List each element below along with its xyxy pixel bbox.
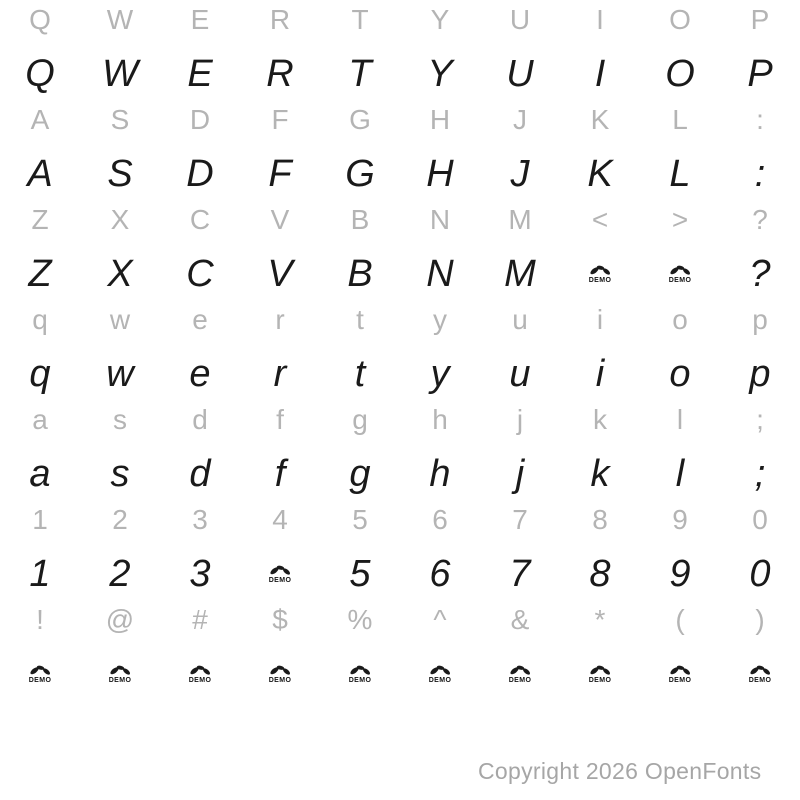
reference-char: 9	[672, 504, 688, 535]
charmap-cell	[80, 0, 160, 100]
demo-font-char: 3	[189, 553, 211, 595]
demo-font-char: G	[345, 153, 375, 195]
demo-label: DEMO	[108, 677, 132, 684]
reference-char: ?	[752, 204, 768, 235]
demo-label: DEMO	[508, 677, 532, 684]
demo-font-char: I	[594, 53, 606, 95]
charmap-cell	[720, 400, 800, 500]
reference-char: W	[106, 4, 134, 35]
charmap-cell	[160, 300, 240, 400]
demo-font-char: T	[348, 53, 372, 95]
charmap-cell	[560, 0, 640, 100]
charmap-cell	[560, 400, 640, 500]
demo-placeholder-glyph	[269, 564, 292, 584]
demo-font-char: f	[274, 453, 286, 495]
demo-font-char	[429, 640, 452, 700]
charmap-cell	[480, 600, 560, 700]
demo-font-char	[189, 640, 212, 700]
reference-char: d	[192, 404, 208, 435]
charmap-cell	[480, 400, 560, 500]
reference-char: i	[596, 304, 604, 335]
reference-char: N	[429, 204, 451, 235]
reference-char: ;	[756, 404, 764, 435]
charmap-cell	[720, 300, 800, 400]
charmap-cell	[720, 200, 800, 300]
charmap-cell	[480, 0, 560, 100]
demo-font-char: 5	[349, 553, 371, 595]
charmap-cell	[80, 100, 160, 200]
demo-font-char: O	[665, 53, 695, 95]
reference-char: H	[429, 104, 451, 135]
reference-char: Y	[430, 4, 450, 35]
charmap-cell	[160, 500, 240, 600]
demo-label: DEMO	[668, 277, 692, 284]
charmap-cell	[320, 400, 400, 500]
demo-label: DEMO	[748, 677, 772, 684]
reference-char: $	[272, 604, 288, 635]
charmap-cell	[0, 300, 80, 400]
demo-font-char	[109, 640, 132, 700]
reference-char: e	[192, 304, 208, 335]
demo-font-char: p	[749, 353, 771, 395]
reference-char: O	[669, 4, 691, 35]
reference-char: L	[672, 104, 688, 135]
charmap-cell	[160, 0, 240, 100]
charmap-cell	[640, 500, 720, 600]
reference-char: :	[756, 104, 764, 135]
demo-placeholder-glyph	[349, 664, 372, 684]
demo-label: DEMO	[348, 677, 372, 684]
demo-font-char: r	[273, 353, 287, 395]
charmap-cell	[80, 300, 160, 400]
reference-char: p	[752, 304, 768, 335]
demo-font-char: 2	[109, 553, 131, 595]
reference-char: R	[269, 4, 291, 35]
charmap-cell	[240, 500, 320, 600]
demo-placeholder-glyph	[589, 264, 612, 284]
reference-char: G	[349, 104, 371, 135]
demo-font-char	[589, 240, 612, 300]
reference-char: q	[32, 304, 48, 335]
demo-font-char: 9	[669, 553, 691, 595]
charmap-cell	[400, 500, 480, 600]
demo-font-char: L	[669, 153, 691, 195]
charmap-cell	[160, 400, 240, 500]
charmap-cell	[240, 300, 320, 400]
reference-char: 1	[32, 504, 48, 535]
demo-font-char: q	[29, 353, 51, 395]
demo-font-char: 0	[749, 553, 771, 595]
demo-font-char	[29, 640, 52, 700]
charmap-cell	[640, 200, 720, 300]
charmap-cell	[720, 500, 800, 600]
demo-font-char: s	[110, 453, 130, 495]
reference-char: V	[270, 204, 290, 235]
demo-font-char: ;	[754, 453, 766, 495]
charmap-cell	[240, 600, 320, 700]
reference-char: D	[189, 104, 211, 135]
demo-font-char: F	[268, 153, 292, 195]
demo-label: DEMO	[588, 677, 612, 684]
reference-char: g	[352, 404, 368, 435]
reference-char: T	[351, 4, 369, 35]
charmap-cell	[640, 100, 720, 200]
demo-font-char: e	[189, 353, 211, 395]
demo-placeholder-glyph	[429, 664, 452, 684]
reference-char: B	[350, 204, 370, 235]
demo-font-char: A	[27, 153, 53, 195]
demo-label: DEMO	[668, 677, 692, 684]
reference-char: Q	[29, 4, 51, 35]
charmap-cell	[80, 500, 160, 600]
reference-char: <	[591, 204, 609, 235]
demo-font-char: C	[186, 253, 214, 295]
reference-char: A	[30, 104, 50, 135]
charmap-cell	[80, 200, 160, 300]
demo-placeholder-glyph	[189, 664, 212, 684]
reference-char: C	[189, 204, 211, 235]
reference-char: 0	[752, 504, 768, 535]
reference-char: 5	[352, 504, 368, 535]
demo-font-char: N	[426, 253, 454, 295]
charmap-cell	[80, 400, 160, 500]
demo-label: DEMO	[268, 677, 292, 684]
demo-fleuron-icon	[29, 664, 52, 676]
demo-font-char: 7	[509, 553, 531, 595]
demo-label: DEMO	[268, 577, 292, 584]
charmap-cell	[640, 400, 720, 500]
demo-font-char: 8	[589, 553, 611, 595]
copyright-text: Copyright 2026 OpenFonts	[478, 758, 762, 784]
demo-font-char: y	[430, 353, 450, 395]
charmap-cell	[320, 100, 400, 200]
demo-fleuron-icon	[269, 564, 292, 576]
charmap-cell	[0, 600, 80, 700]
charmap-cell	[400, 100, 480, 200]
demo-label: DEMO	[188, 677, 212, 684]
demo-label: DEMO	[588, 277, 612, 284]
demo-font-char: i	[595, 353, 605, 395]
reference-char: a	[32, 404, 48, 435]
demo-font-char	[509, 640, 532, 700]
charmap-cell	[640, 300, 720, 400]
demo-font-char: S	[107, 153, 133, 195]
charmap-cell	[560, 100, 640, 200]
reference-char: )	[755, 604, 765, 635]
charmap-cell	[480, 500, 560, 600]
reference-char: K	[590, 104, 610, 135]
charmap-cell	[320, 300, 400, 400]
demo-font-char: X	[107, 253, 133, 295]
charmap-cell	[160, 100, 240, 200]
demo-font-char: h	[429, 453, 451, 495]
demo-font-char	[669, 640, 692, 700]
demo-font-char: :	[754, 153, 766, 195]
charmap-cell	[80, 600, 160, 700]
reference-char: (	[675, 604, 685, 635]
demo-font-char: K	[587, 153, 613, 195]
demo-font-char: g	[349, 453, 371, 495]
reference-char: X	[110, 204, 130, 235]
charmap-cell	[400, 300, 480, 400]
demo-fleuron-icon	[669, 664, 692, 676]
charmap-cell	[720, 600, 800, 700]
reference-char: %	[347, 604, 373, 635]
demo-fleuron-icon	[189, 664, 212, 676]
demo-label: DEMO	[428, 677, 452, 684]
charmap-cell	[400, 0, 480, 100]
demo-font-char: W	[102, 53, 138, 95]
demo-placeholder-glyph	[669, 264, 692, 284]
charmap-cell	[560, 600, 640, 700]
charmap-cell	[560, 300, 640, 400]
demo-placeholder-glyph	[509, 664, 532, 684]
demo-font-char: j	[515, 453, 525, 495]
reference-char: 3	[192, 504, 208, 535]
reference-char: o	[672, 304, 688, 335]
demo-font-char: M	[504, 253, 536, 295]
demo-fleuron-icon	[109, 664, 132, 676]
charmap-cell	[160, 200, 240, 300]
reference-char: >	[671, 204, 689, 235]
reference-char: F	[271, 104, 289, 135]
reference-char: u	[512, 304, 528, 335]
demo-font-char: B	[347, 253, 373, 295]
demo-font-char: J	[510, 153, 530, 195]
demo-font-char: a	[29, 453, 51, 495]
reference-char: 4	[272, 504, 288, 535]
demo-font-char: u	[509, 353, 531, 395]
charmap-cell	[480, 200, 560, 300]
reference-char: w	[109, 304, 131, 335]
reference-char: *	[594, 604, 606, 635]
demo-fleuron-icon	[509, 664, 532, 676]
charmap-cell	[240, 200, 320, 300]
demo-font-char: V	[267, 253, 293, 295]
demo-fleuron-icon	[589, 664, 612, 676]
charmap-cell	[400, 200, 480, 300]
demo-font-char	[749, 640, 772, 700]
reference-char: k	[593, 404, 607, 435]
charmap-cell	[0, 400, 80, 500]
demo-placeholder-glyph	[109, 664, 132, 684]
reference-char: J	[513, 104, 527, 135]
charmap-cell	[400, 400, 480, 500]
demo-font-char: Q	[25, 53, 55, 95]
charmap-cell	[720, 100, 800, 200]
demo-font-char: H	[426, 153, 454, 195]
reference-char: M	[508, 204, 532, 235]
demo-placeholder-glyph	[29, 664, 52, 684]
demo-font-char: Z	[28, 253, 52, 295]
reference-char: t	[356, 304, 364, 335]
demo-font-char: P	[747, 53, 773, 95]
charmap-cell	[320, 0, 400, 100]
reference-char: y	[433, 304, 447, 335]
demo-font-char: w	[106, 353, 134, 395]
demo-font-char: 6	[429, 553, 451, 595]
reference-char: 2	[112, 504, 128, 535]
demo-fleuron-icon	[589, 264, 612, 276]
reference-char: E	[190, 4, 210, 35]
charmap-cell	[640, 600, 720, 700]
demo-fleuron-icon	[269, 664, 292, 676]
charmap-cell	[320, 600, 400, 700]
demo-fleuron-icon	[669, 264, 692, 276]
reference-char: S	[110, 104, 130, 135]
demo-placeholder-glyph	[589, 664, 612, 684]
charmap-cell	[480, 100, 560, 200]
charmap-cell	[240, 0, 320, 100]
demo-font-char: R	[266, 53, 294, 95]
reference-char: h	[432, 404, 448, 435]
reference-char: 6	[432, 504, 448, 535]
reference-char: P	[750, 4, 770, 35]
reference-char: &	[510, 604, 530, 635]
demo-font-char: E	[187, 53, 213, 95]
charmap-cell	[240, 100, 320, 200]
demo-font-char: l	[675, 453, 685, 495]
reference-char: ^	[433, 604, 447, 635]
reference-char: l	[676, 404, 684, 435]
reference-char: s	[113, 404, 127, 435]
charmap-cell	[640, 0, 720, 100]
demo-label: DEMO	[28, 677, 52, 684]
demo-font-char: 1	[29, 553, 51, 595]
reference-char: U	[509, 4, 531, 35]
reference-char: f	[276, 404, 284, 435]
demo-placeholder-glyph	[749, 664, 772, 684]
charmap-cell	[560, 500, 640, 600]
demo-fleuron-icon	[429, 664, 452, 676]
reference-char: r	[275, 304, 285, 335]
demo-font-char: ?	[749, 253, 771, 295]
charmap-cell	[480, 300, 560, 400]
demo-font-char: t	[354, 353, 366, 395]
charmap-cell	[320, 500, 400, 600]
demo-font-char	[269, 540, 292, 600]
reference-char: #	[192, 604, 208, 635]
reference-char: !	[36, 604, 44, 635]
demo-fleuron-icon	[749, 664, 772, 676]
charmap-cell	[0, 500, 80, 600]
demo-font-char: k	[590, 453, 610, 495]
charmap-cell	[0, 100, 80, 200]
charmap-cell	[160, 600, 240, 700]
demo-font-char: o	[669, 353, 691, 395]
demo-font-char: U	[506, 53, 534, 95]
demo-fleuron-icon	[349, 664, 372, 676]
charmap-cell	[400, 600, 480, 700]
charmap-cell	[560, 200, 640, 300]
charmap-cell	[320, 200, 400, 300]
reference-char: I	[596, 4, 604, 35]
demo-placeholder-glyph	[669, 664, 692, 684]
reference-char: @	[105, 604, 135, 635]
charmap-cell	[0, 200, 80, 300]
demo-placeholder-glyph	[269, 664, 292, 684]
demo-font-char	[589, 640, 612, 700]
demo-font-char	[669, 240, 692, 300]
charmap-cell	[720, 0, 800, 100]
reference-char: 8	[592, 504, 608, 535]
reference-char: 7	[512, 504, 528, 535]
demo-font-char: Y	[427, 53, 453, 95]
demo-font-char: d	[189, 453, 211, 495]
demo-font-char	[349, 640, 372, 700]
charmap-cell	[240, 400, 320, 500]
demo-font-char: D	[186, 153, 214, 195]
demo-font-char	[269, 640, 292, 700]
reference-char: j	[516, 404, 524, 435]
charmap-cell	[0, 0, 80, 100]
reference-char: Z	[31, 204, 49, 235]
